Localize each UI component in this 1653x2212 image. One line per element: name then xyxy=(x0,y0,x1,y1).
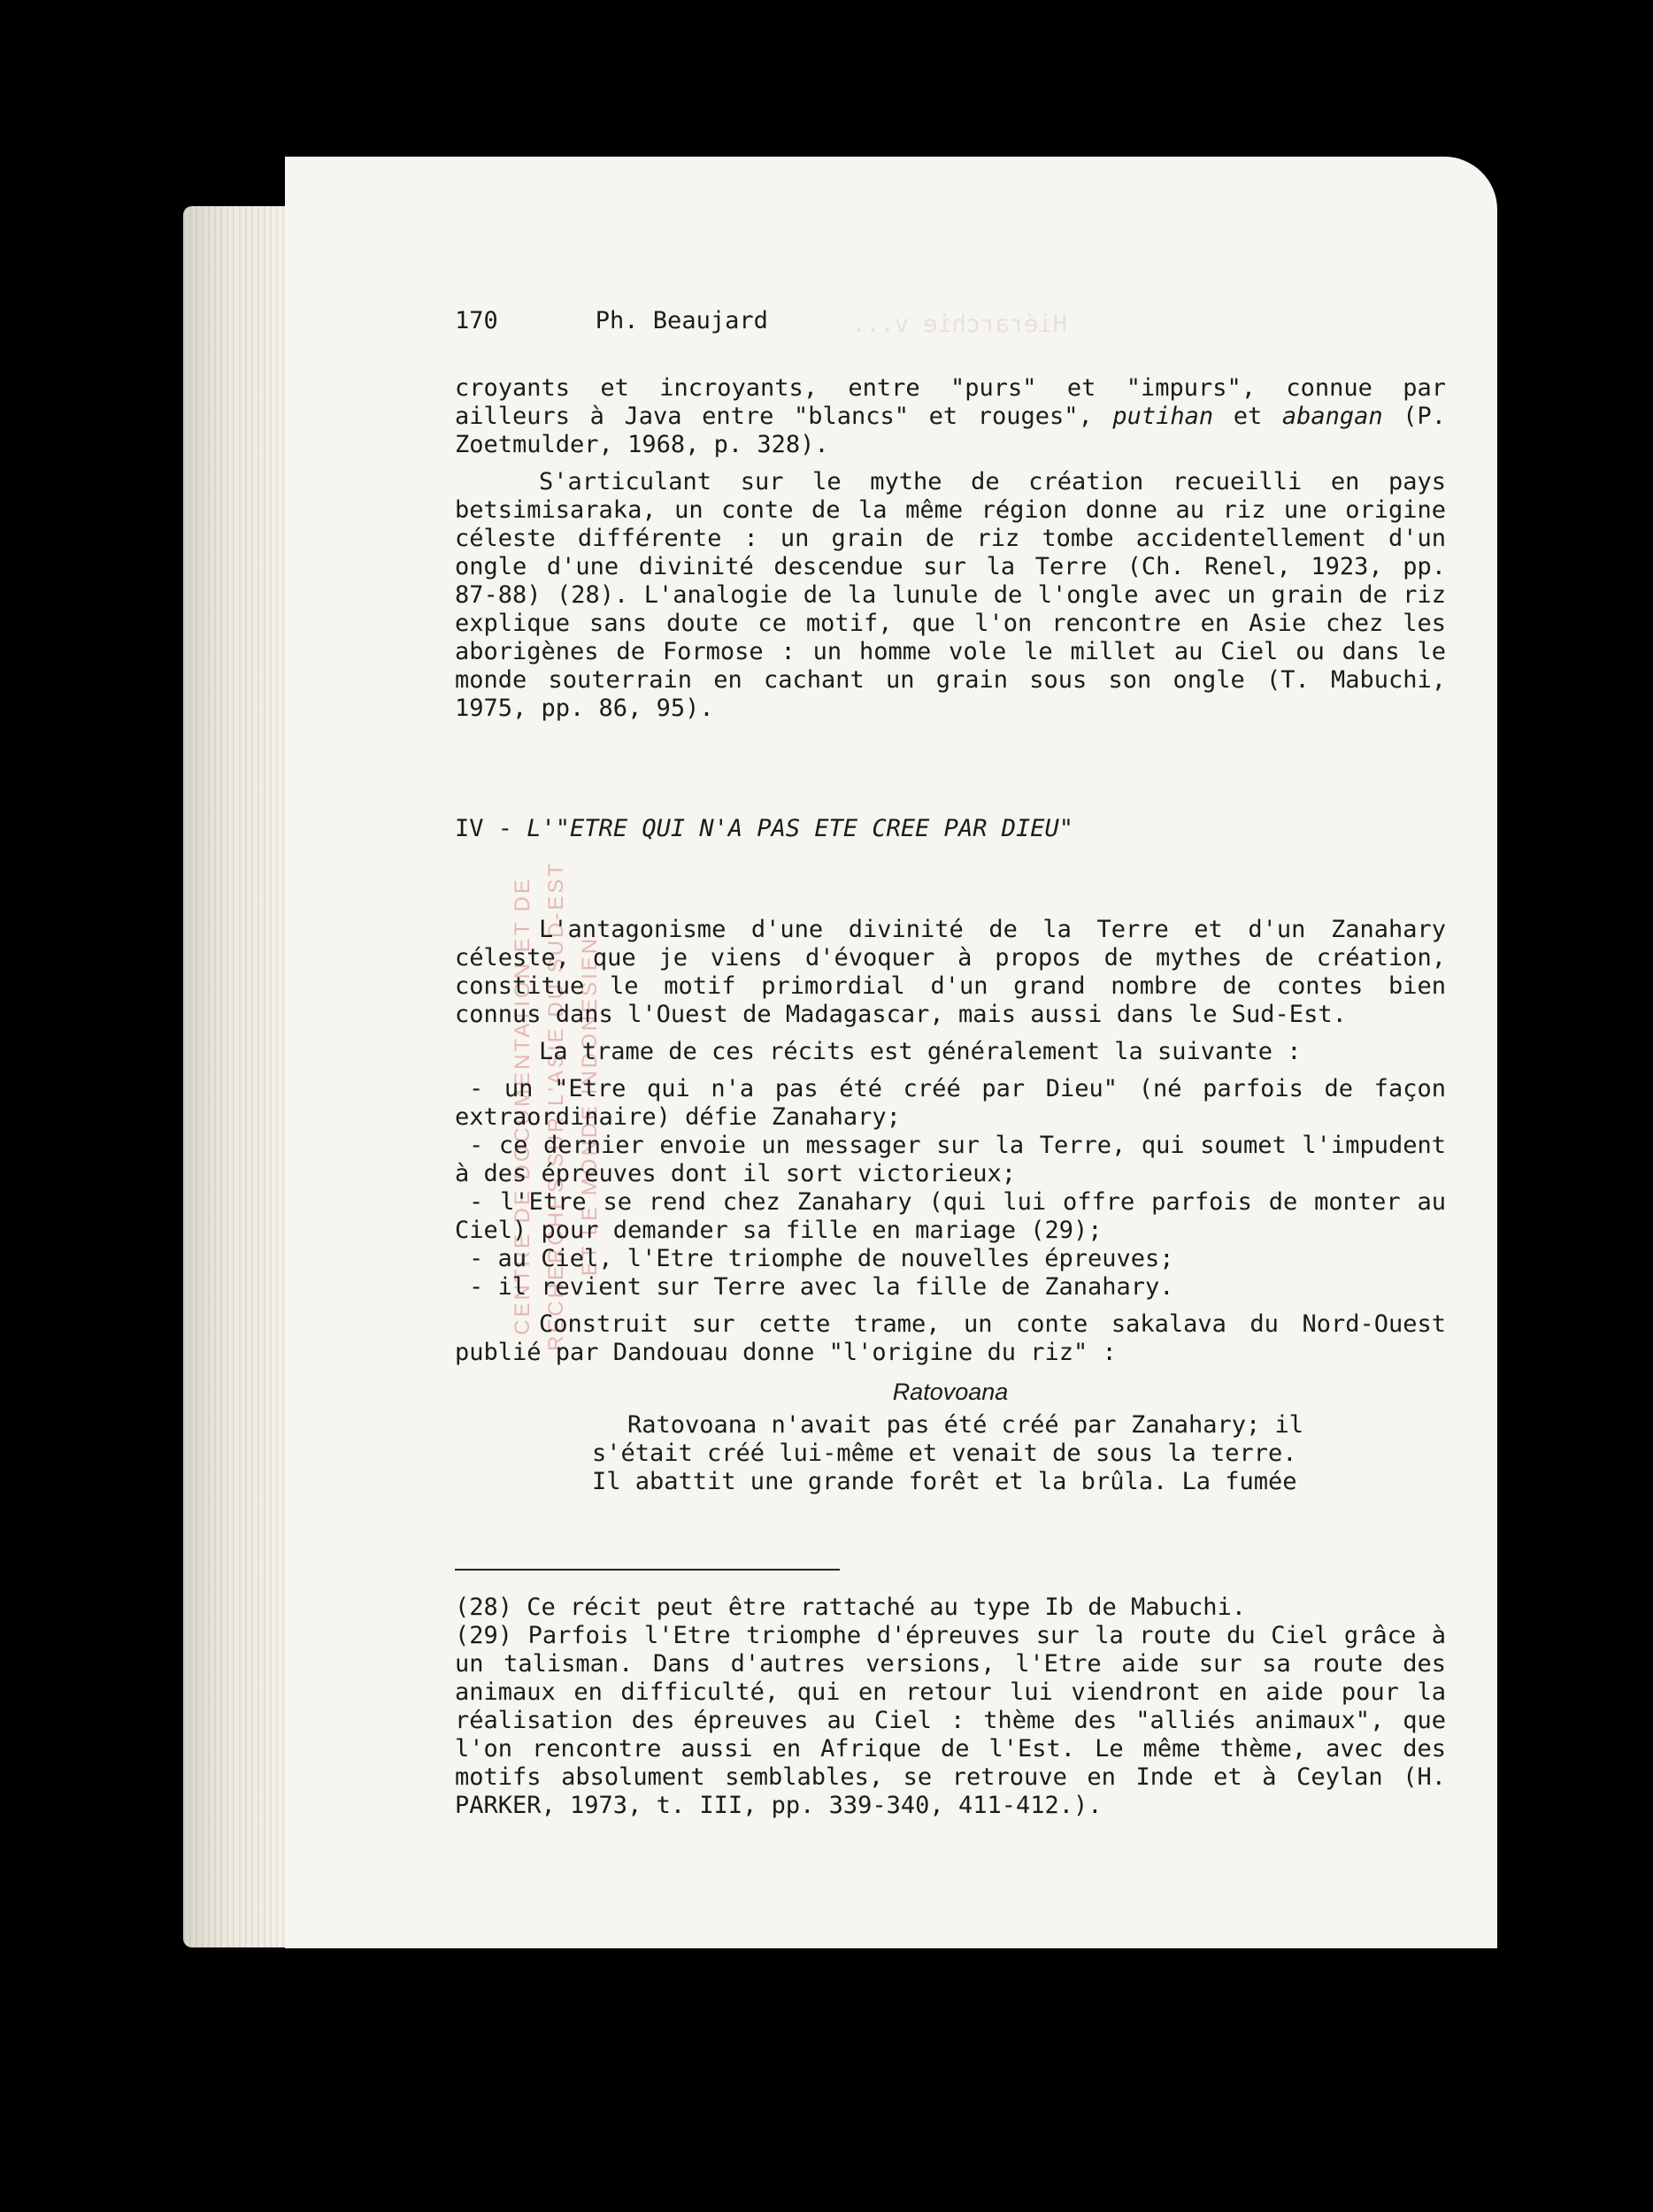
page-number: 170 xyxy=(455,307,498,334)
bleed-through-text: Hiérarchie v... xyxy=(851,311,1067,338)
quote-line: Il abattit une grande forêt et la brûla. La fumée xyxy=(592,1468,1297,1495)
stamp-line: ET LE MONDE INDONESIEN xyxy=(578,935,602,1277)
stamp-line: CENTRE DE DOCUMENTATION ET DE xyxy=(511,877,534,1335)
list-item: - il revient sur Terre avec la fille de Zanahary. xyxy=(469,1273,1174,1301)
paragraph: S'articulant sur le mythe de création recueilli en pays betsimisaraka, un conte de la même région donne au riz une origine céleste différente : un grain de riz tombe accidentellement d'un ongle d'une divinité descendue sur la Terre (Ch. Renel, 1923, pp. 87-88) (28). L'analogie de la lunule de l'ongle avec un grain de riz explique sans doute ce motif, que l'on rencontre en Asie chez les aborigènes de Formose : un homme vole le millet au Ciel ou dans le monde souterrain en cachant un grain sous son ongle (T. Mabuchi, 1975, pp. 86, 95). xyxy=(455,468,1446,722)
section-heading xyxy=(455,815,1446,843)
list-item: - un "Etre qui n'a pas été créé par Dieu" (né parfois de façon extraordinaire) défie Zanahary; xyxy=(455,1075,1446,1131)
quote-line: s'était créé lui-même et venait de sous la terre. xyxy=(592,1440,1297,1467)
italic-term: putihan xyxy=(1112,403,1214,430)
quote-line: Ratovoana n'avait pas été créé par Zanahary; il xyxy=(627,1411,1304,1439)
footnotes xyxy=(455,1594,1446,1820)
section-title: L'"ETRE QUI N'A PAS ETE CREE PAR DIEU" xyxy=(527,815,1073,842)
running-header xyxy=(455,307,1446,335)
paragraph: La trame de ces récits est généralement la suivante : xyxy=(539,1038,1302,1065)
page-content xyxy=(455,307,1446,1820)
section-number: IV - xyxy=(455,815,527,842)
list-item: - au Ciel, l'Etre triomphe de nouvelles épreuves; xyxy=(469,1245,1174,1272)
book-page xyxy=(285,157,1497,1948)
footnote: (29) Parfois l'Etre triomphe d'épreuves sur la route du Ciel grâce à un talisman. Dans d'autres versions, l'Etre aide sur sa route des animaux en difficulté, qui en retour lui viendront en aide pour la réalisation des épreuves au Ciel : thème des "alliés animaux", que l'on rencontre aussi en Afrique de l'Est. Le même thème, avec des motifs absolument semblables, se retrouve en Inde et à Ceylan (H. PARKER, 1973, t. III, pp. 339-340, 411-412.). xyxy=(455,1622,1446,1819)
running-head: Ph. Beaujard xyxy=(595,307,768,334)
page-edge-lines xyxy=(183,206,298,1947)
footnote: (28) Ce récit peut être rattaché au type Ib de Mabuchi. xyxy=(455,1594,1247,1621)
tale-title: Ratovoana xyxy=(892,1379,1009,1405)
footnote-rule xyxy=(455,1569,840,1571)
italic-term: abangan xyxy=(1281,403,1383,430)
paragraph: croyants et incroyants, entre "purs" et "impurs", connue par ailleurs à Java entre "blancs" et rouges", putihan et abangan (P. Zoetmulder, 1968, p. 328). xyxy=(455,374,1446,458)
list-item: - ce dernier envoie un messager sur la Terre, qui soumet l'impudent à des épreuves dont il sort victorieux; xyxy=(455,1132,1446,1187)
stamp-line: RECHERCHES SUR L'ASIE DU SUD-EST xyxy=(544,861,568,1351)
tale-quote xyxy=(455,1411,1446,1496)
paragraph: Construit sur cette trame, un conte sakalava du Nord-Ouest publié par Dandouau donne "l'origine du riz" : xyxy=(455,1310,1446,1366)
list-item: - l'Etre se rend chez Zanahary (qui lui offre parfois de monter au Ciel) pour demander sa fille en mariage (29); xyxy=(455,1188,1446,1244)
page-edge-stack xyxy=(183,206,298,1947)
paragraph: L'antagonisme d'une divinité de la Terre et d'un Zanahary céleste, que je viens d'évoquer à propos de mythes de création, constitue le motif primordial d'un grand nombre de contes bien connus dans l'Ouest de Madagascar, mais aussi dans le Sud-Est. xyxy=(455,916,1446,1028)
list xyxy=(455,1075,1446,1302)
